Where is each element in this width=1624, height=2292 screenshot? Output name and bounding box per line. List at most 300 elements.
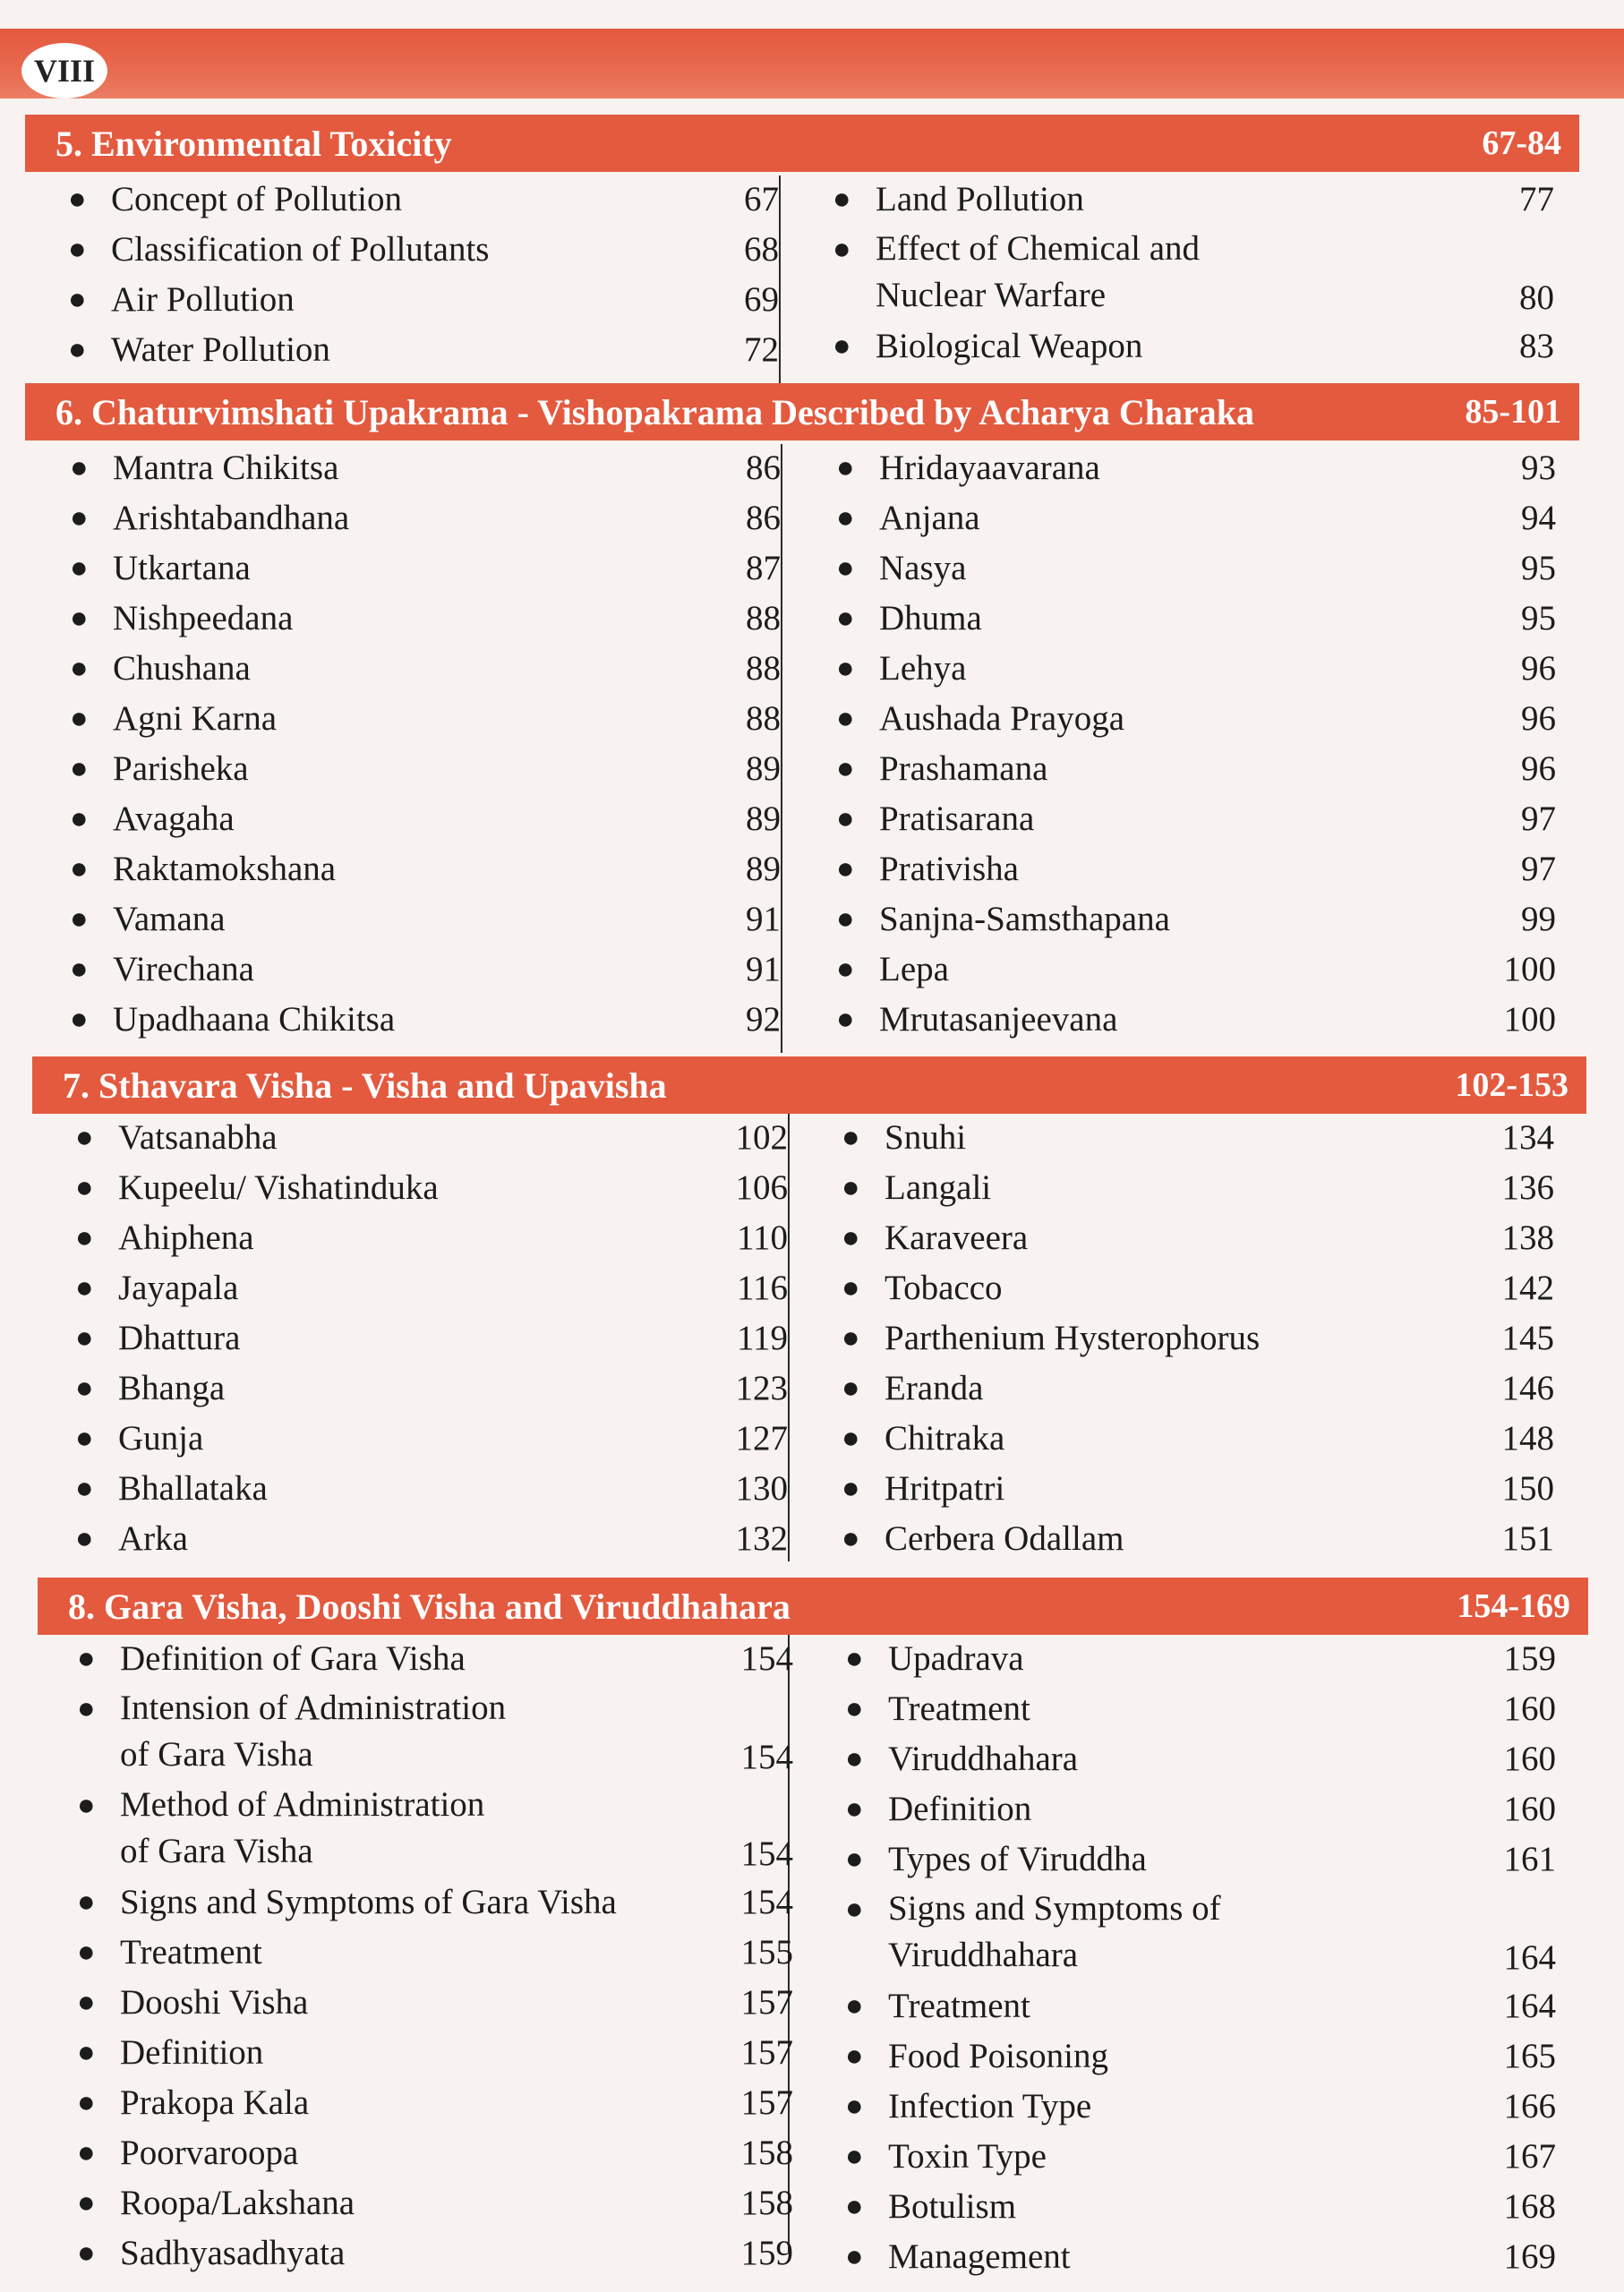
- toc-entry[interactable]: [845, 2183, 1556, 2231]
- toc-entry[interactable]: [833, 175, 1554, 224]
- toc-entry[interactable]: [75, 1314, 788, 1363]
- bullet-icon: ●: [836, 852, 855, 885]
- bullet-icon: ●: [77, 2136, 96, 2169]
- toc-entry-page: 154: [740, 1834, 793, 1873]
- toc-entry[interactable]: [842, 1264, 1554, 1313]
- toc-entry-page: 157: [740, 2083, 793, 2122]
- toc-entry-title: Chitraka: [885, 1419, 1005, 1458]
- toc-entry[interactable]: [68, 226, 779, 274]
- toc-entry-title: Dhattura: [118, 1319, 241, 1357]
- toc-entry-page: 110: [736, 1219, 788, 1257]
- toc-entry[interactable]: [75, 1214, 788, 1262]
- toc-entry[interactable]: [842, 1515, 1554, 1563]
- section-title: 5. Environmental Toxicity: [56, 123, 452, 164]
- toc-entry[interactable]: [70, 795, 781, 843]
- bullet-icon: ●: [70, 501, 89, 535]
- section-body: [25, 444, 1579, 1053]
- bullet-icon: ●: [842, 1171, 860, 1204]
- toc-entry-title: Prakopa Kala: [120, 2083, 310, 2122]
- toc-entry-title: Anjana: [879, 499, 980, 537]
- bullet-icon: ●: [842, 1221, 860, 1254]
- bullet-icon: ●: [70, 752, 89, 785]
- toc-entry[interactable]: [77, 1929, 793, 1977]
- toc-entry-page: 99: [1521, 900, 1556, 938]
- bullet-icon: ●: [836, 501, 855, 535]
- bullet-icon: ●: [842, 1121, 860, 1154]
- toc-entry-page: 165: [1503, 2037, 1556, 2075]
- toc-entry-title: Utkartana: [113, 549, 251, 587]
- toc-entry[interactable]: [70, 695, 781, 743]
- section-page-range: 85-101: [1465, 393, 1561, 431]
- toc-entry-page: 100: [1503, 950, 1556, 988]
- toc-entry-page: 164: [1503, 1987, 1556, 2025]
- toc-entry-page: 155: [740, 1933, 793, 1971]
- toc-entry[interactable]: [75, 1264, 788, 1313]
- bullet-icon: ●: [845, 1843, 864, 1876]
- toc-entry-page: 72: [744, 330, 779, 369]
- bullet-icon: ●: [70, 1003, 89, 1036]
- bullet-icon: ●: [845, 1742, 864, 1775]
- bullet-icon: ●: [836, 652, 855, 685]
- toc-entry-title: Aushada Prayoga: [879, 699, 1125, 738]
- toc-entry-title: Avagaha: [113, 800, 235, 838]
- toc-entry-title: Definition: [120, 2033, 264, 2072]
- bullet-icon: ●: [77, 2036, 96, 2069]
- toc-entry-page: 116: [736, 1269, 788, 1307]
- section-title: 6. Chaturvimshati Upakrama - Vishopakrama Described by Acharya Charaka: [56, 391, 1254, 432]
- bullet-icon: ●: [75, 1171, 94, 1204]
- toc-entry-page: 89: [746, 749, 781, 788]
- section-page-range: 154-169: [1457, 1587, 1570, 1625]
- toc-entry[interactable]: [70, 544, 781, 593]
- toc-entry[interactable]: [836, 845, 1556, 894]
- toc-entry-title: Treatment: [888, 1987, 1030, 2025]
- toc-entry-title: Jayapala: [118, 1269, 239, 1307]
- toc-entry[interactable]: [70, 845, 781, 894]
- toc-entry-page: 167: [1503, 2137, 1556, 2176]
- toc-entry-title: Method of Administration of Gara Visha: [120, 1785, 485, 1870]
- toc-entry[interactable]: [845, 1886, 1556, 1982]
- toc-entry-page: 166: [1503, 2087, 1556, 2125]
- toc-entry-title: Upadhaana Chikitsa: [113, 1000, 396, 1039]
- toc-entry-page: 145: [1501, 1319, 1554, 1357]
- toc-entry-page: 77: [1519, 180, 1554, 218]
- toc-entry-page: 159: [1503, 1639, 1556, 1678]
- toc-entry-title: Snuhi: [885, 1118, 967, 1157]
- toc-entry[interactable]: [68, 276, 779, 324]
- toc-entry[interactable]: [70, 494, 781, 543]
- column-divider: [781, 444, 782, 1053]
- toc-entry-title: Hridayaavarana: [879, 449, 1100, 487]
- toc-entry-title: Vatsanabha: [118, 1118, 278, 1157]
- bullet-icon: ●: [68, 183, 87, 216]
- bullet-icon: ●: [836, 902, 855, 936]
- toc-entry[interactable]: [70, 895, 781, 944]
- toc-entry[interactable]: [836, 494, 1556, 543]
- toc-entry[interactable]: [75, 1415, 788, 1463]
- toc-entry-title: Nishpeedana: [113, 599, 294, 637]
- bullet-icon: ●: [77, 1789, 96, 1822]
- toc-entry-page: 151: [1501, 1519, 1554, 1558]
- toc-entry-title: Prativisha: [879, 850, 1019, 888]
- toc-entry-title: Viruddhahara: [888, 1740, 1079, 1778]
- bullet-icon: ●: [75, 1221, 94, 1254]
- toc-entry-page: 89: [746, 800, 781, 838]
- toc-entry-title: Types of Viruddha: [888, 1840, 1147, 1878]
- toc-entry-title: Langali: [885, 1168, 992, 1207]
- section-header: [25, 115, 1579, 172]
- toc-entry[interactable]: [845, 2133, 1556, 2181]
- toc-entry-title: Effect of Chemical and Nuclear Warfare: [876, 229, 1201, 314]
- bullet-icon: ●: [75, 1522, 94, 1555]
- toc-entry-page: 157: [740, 1983, 793, 2022]
- toc-entry[interactable]: [845, 1635, 1556, 1683]
- section-page-range: 102-153: [1455, 1066, 1568, 1104]
- bullet-icon: ●: [836, 1003, 855, 1036]
- toc-entry-title: Bhanga: [118, 1369, 226, 1407]
- toc-entry-title: Chushana: [113, 649, 251, 688]
- bullet-icon: ●: [836, 802, 855, 835]
- toc-entry[interactable]: [842, 1465, 1554, 1513]
- toc-entry[interactable]: [70, 444, 781, 492]
- toc-entry[interactable]: [833, 322, 1554, 371]
- toc-entry[interactable]: [77, 1878, 793, 1927]
- bullet-icon: ●: [845, 1989, 864, 2023]
- bullet-icon: ●: [77, 2236, 96, 2270]
- section-body: [32, 1114, 1586, 1561]
- bullet-icon: ●: [833, 233, 851, 266]
- toc-entry[interactable]: [836, 645, 1556, 693]
- toc-entry-page: 158: [740, 2134, 793, 2172]
- toc-entry-title: Signs and Symptoms of Gara Visha: [120, 1883, 617, 1921]
- toc-entry-title: Mantra Chikitsa: [113, 449, 339, 487]
- bullet-icon: ●: [70, 953, 89, 986]
- toc-entry-page: 158: [740, 2184, 793, 2222]
- toc-entry-page: 146: [1501, 1369, 1554, 1407]
- toc-entry-page: 91: [746, 900, 781, 938]
- bullet-icon: ●: [77, 2086, 96, 2119]
- toc-entry-page: 96: [1521, 749, 1556, 788]
- toc-entry[interactable]: [75, 1465, 788, 1513]
- toc-entry-title: Pratisarana: [879, 800, 1035, 838]
- bullet-icon: ●: [68, 333, 87, 366]
- toc-entry-title: Toxin Type: [888, 2137, 1047, 2176]
- toc-entry[interactable]: [70, 996, 781, 1044]
- bullet-icon: ●: [842, 1321, 860, 1355]
- toc-entry-page: 106: [735, 1168, 788, 1207]
- bullet-icon: ●: [75, 1121, 94, 1154]
- toc-entry-page: 94: [1521, 499, 1556, 537]
- toc-entry-title: Air Pollution: [111, 280, 295, 319]
- toc-entry-title: Bhallataka: [118, 1469, 268, 1508]
- toc-entry[interactable]: [77, 1782, 793, 1878]
- toc-entry-page: 87: [746, 549, 781, 587]
- bullet-icon: ●: [70, 802, 89, 835]
- toc-entry-page: 96: [1521, 649, 1556, 688]
- bullet-icon: ●: [70, 702, 89, 735]
- toc-entry-title: Roopa/Lakshana: [120, 2184, 355, 2222]
- toc-entry-page: 154: [740, 1738, 793, 1776]
- toc-entry-title: Definition: [888, 1790, 1032, 1828]
- bullet-icon: ●: [75, 1321, 94, 1355]
- toc-entry-page: 161: [1503, 1840, 1556, 1878]
- toc-entry[interactable]: [845, 2233, 1556, 2281]
- toc-entry-page: 150: [1501, 1469, 1554, 1508]
- toc-entry[interactable]: [70, 594, 781, 643]
- bullet-icon: ●: [845, 1893, 864, 1926]
- bullet-icon: ●: [842, 1372, 860, 1405]
- toc-entry[interactable]: [77, 2179, 793, 2228]
- toc-entry-title: Arishtabandhana: [113, 499, 350, 537]
- toc-entry-title: Intension of Administration of Gara Visha: [120, 1689, 507, 1774]
- bullet-icon: ●: [833, 329, 851, 363]
- toc-entry-page: 159: [740, 2234, 793, 2272]
- bullet-icon: ●: [836, 552, 855, 585]
- toc-entry[interactable]: [77, 2029, 793, 2077]
- toc-entry-page: 97: [1521, 800, 1556, 838]
- toc-entry[interactable]: [77, 1685, 793, 1782]
- toc-entry-title: Ahiphena: [118, 1219, 254, 1257]
- toc-entry-page: 100: [1503, 1000, 1556, 1039]
- toc-entry-title: Biological Weapon: [876, 327, 1143, 365]
- toc-entry-page: 160: [1503, 1790, 1556, 1828]
- bullet-icon: ●: [70, 652, 89, 685]
- bullet-icon: ●: [833, 183, 851, 216]
- toc-entry-title: Dhuma: [879, 599, 982, 637]
- toc-entry-page: 160: [1503, 1689, 1556, 1728]
- toc-entry[interactable]: [842, 1314, 1554, 1363]
- toc-entry-page: 89: [746, 850, 781, 888]
- toc-entry-page: 67: [744, 180, 779, 218]
- toc-entry[interactable]: [70, 645, 781, 693]
- toc-entry-page: 154: [740, 1639, 793, 1678]
- toc-entry-title: Mrutasanjeevana: [879, 1000, 1118, 1039]
- toc-entry-title: Sanjna-Samsthapana: [879, 900, 1170, 938]
- toc-entry-page: 132: [735, 1519, 788, 1558]
- toc-entry[interactable]: [836, 996, 1556, 1044]
- toc-entry-page: 134: [1501, 1118, 1554, 1157]
- toc-entry-page: 83: [1519, 327, 1554, 365]
- toc-entry-title: Management: [888, 2237, 1071, 2276]
- toc-entry[interactable]: [842, 1214, 1554, 1262]
- bullet-icon: ●: [70, 451, 89, 484]
- toc-entry-page: 138: [1501, 1219, 1554, 1257]
- toc-entry-title: Treatment: [888, 1689, 1030, 1728]
- bullet-icon: ●: [70, 902, 89, 936]
- toc-entry[interactable]: [836, 695, 1556, 743]
- toc-entry[interactable]: [845, 1982, 1556, 2031]
- bullet-icon: ●: [845, 1692, 864, 1725]
- toc-entry-page: 95: [1521, 549, 1556, 587]
- toc-entry-title: Sadhyasadhyata: [120, 2234, 346, 2272]
- bullet-icon: ●: [845, 2090, 864, 2123]
- toc-entry-page: 80: [1519, 278, 1554, 317]
- bullet-icon: ●: [75, 1271, 94, 1304]
- column-divider: [788, 1114, 790, 1561]
- toc-entry[interactable]: [842, 1114, 1554, 1162]
- toc-entry-title: Land Pollution: [876, 180, 1084, 218]
- toc-entry-page: 91: [746, 950, 781, 988]
- column-divider: [779, 175, 781, 387]
- toc-entry[interactable]: [836, 544, 1556, 593]
- toc-entry-page: 160: [1503, 1740, 1556, 1778]
- toc-entry[interactable]: [77, 2079, 793, 2127]
- toc-entry-page: 119: [736, 1319, 788, 1357]
- toc-entry[interactable]: [77, 1979, 793, 2027]
- toc-entry[interactable]: [845, 2032, 1556, 2081]
- bullet-icon: ●: [842, 1522, 860, 1555]
- toc-entry[interactable]: [845, 1685, 1556, 1733]
- toc-entry-title: Kupeelu/ Vishatinduka: [118, 1168, 439, 1207]
- toc-entry-title: Lehya: [879, 649, 967, 688]
- section-title: 8. Gara Visha, Dooshi Visha and Viruddhahara: [68, 1586, 791, 1627]
- toc-entry-title: Nasya: [879, 549, 967, 587]
- toc-entry-title: Agni Karna: [113, 699, 278, 738]
- section-page-range: 67-84: [1482, 124, 1561, 162]
- bullet-icon: ●: [77, 1692, 96, 1725]
- bullet-icon: ●: [845, 2140, 864, 2173]
- section-header: [25, 383, 1579, 440]
- toc-entry[interactable]: [77, 2129, 793, 2177]
- toc-entry-title: Food Poisoning: [888, 2037, 1108, 2075]
- bullet-icon: ●: [845, 1792, 864, 1826]
- toc-entry-title: Gunja: [118, 1419, 204, 1458]
- toc-entry[interactable]: [75, 1515, 788, 1563]
- toc-entry-title: Cerbera Odallam: [885, 1519, 1124, 1558]
- top-banner: [0, 29, 1624, 98]
- toc-entry[interactable]: [842, 1415, 1554, 1463]
- bullet-icon: ●: [836, 953, 855, 986]
- bullet-icon: ●: [845, 2240, 864, 2273]
- bullet-icon: ●: [845, 2040, 864, 2073]
- toc-entry-title: Karaveera: [885, 1219, 1029, 1257]
- bullet-icon: ●: [77, 1936, 96, 1969]
- toc-entry[interactable]: [68, 175, 779, 224]
- toc-entry-page: 69: [744, 280, 779, 319]
- toc-entry-title: Arka: [118, 1519, 188, 1558]
- bullet-icon: ●: [75, 1372, 94, 1405]
- toc-entry-title: Treatment: [120, 1933, 262, 1971]
- section-title: 7. Sthavara Visha - Visha and Upavisha: [63, 1065, 667, 1106]
- toc-entry-title: Signs and Symptoms of Viruddhahara: [888, 1889, 1221, 1974]
- bullet-icon: ●: [68, 283, 87, 316]
- bullet-icon: ●: [836, 752, 855, 785]
- section-body: [25, 175, 1579, 387]
- toc-entry[interactable]: [77, 2229, 793, 2278]
- bullet-icon: ●: [68, 233, 87, 266]
- toc-entry[interactable]: [70, 745, 781, 793]
- toc-entry-title: Botulism: [888, 2187, 1017, 2226]
- toc-entry-page: 88: [746, 649, 781, 688]
- toc-entry[interactable]: [77, 1635, 793, 1683]
- bullet-icon: ●: [77, 1642, 96, 1675]
- toc-entry-page: 95: [1521, 599, 1556, 637]
- toc-entry[interactable]: [75, 1164, 788, 1212]
- toc-entry-page: 142: [1501, 1269, 1554, 1307]
- toc-entry[interactable]: [836, 795, 1556, 843]
- toc-entry-page: 148: [1501, 1419, 1554, 1458]
- toc-entry-title: Parthenium Hysterophorus: [885, 1319, 1261, 1357]
- bullet-icon: ●: [836, 451, 855, 484]
- toc-entry-title: Vamana: [113, 900, 226, 938]
- toc-entry-title: Lepa: [879, 950, 949, 988]
- toc-entry-page: 102: [735, 1118, 788, 1157]
- toc-entry-title: Classification of Pollutants: [111, 230, 490, 269]
- toc-entry-title: Prashamana: [879, 749, 1048, 788]
- toc-entry[interactable]: [845, 2082, 1556, 2131]
- bullet-icon: ●: [77, 2186, 96, 2219]
- toc-entry-page: 68: [744, 230, 779, 269]
- toc-entry[interactable]: [836, 895, 1556, 944]
- toc-entry-page: 168: [1503, 2187, 1556, 2226]
- toc-entry-page: 154: [740, 1883, 793, 1921]
- toc-entry[interactable]: [836, 945, 1556, 994]
- section-header: [38, 1578, 1588, 1635]
- toc-entry[interactable]: [845, 1735, 1556, 1783]
- bullet-icon: ●: [845, 2190, 864, 2223]
- toc-entry-title: Tobacco: [885, 1269, 1003, 1307]
- toc-entry[interactable]: [75, 1114, 788, 1162]
- toc-entry-title: Eranda: [885, 1369, 984, 1407]
- toc-entry[interactable]: [68, 326, 779, 374]
- page-number-badge: VIII: [21, 43, 107, 98]
- toc-entry[interactable]: [836, 594, 1556, 643]
- toc-entry[interactable]: [845, 1835, 1556, 1884]
- toc-entry[interactable]: [836, 745, 1556, 793]
- toc-entry-title: Upadrava: [888, 1639, 1024, 1678]
- bullet-icon: ●: [842, 1472, 860, 1505]
- section-header: [32, 1056, 1586, 1114]
- bullet-icon: ●: [75, 1472, 94, 1505]
- toc-entry-page: 92: [746, 1000, 781, 1039]
- toc-entry-page: 88: [746, 699, 781, 738]
- toc-entry[interactable]: [75, 1364, 788, 1413]
- toc-entry-page: 86: [746, 499, 781, 537]
- toc-entry-page: 130: [735, 1469, 788, 1508]
- bullet-icon: ●: [77, 1986, 96, 2019]
- toc-entry-title: Infection Type: [888, 2087, 1092, 2125]
- bullet-icon: ●: [836, 602, 855, 635]
- bullet-icon: ●: [75, 1422, 94, 1455]
- toc-entry-page: 164: [1503, 1938, 1556, 1977]
- section-body: [38, 1635, 1588, 2276]
- bullet-icon: ●: [70, 852, 89, 885]
- toc-entry[interactable]: [842, 1364, 1554, 1413]
- bullet-icon: ●: [845, 1642, 864, 1675]
- toc-entry[interactable]: [842, 1164, 1554, 1212]
- toc-entry[interactable]: [845, 1785, 1556, 1834]
- toc-entry-page: 127: [735, 1419, 788, 1458]
- toc-entry-title: Concept of Pollution: [111, 180, 402, 218]
- toc-entry-title: Definition of Gara Visha: [120, 1639, 466, 1678]
- toc-entry[interactable]: [833, 226, 1554, 322]
- bullet-icon: ●: [77, 1886, 96, 1919]
- bullet-icon: ●: [842, 1271, 860, 1304]
- toc-entry-page: 86: [746, 449, 781, 487]
- toc-entry-page: 157: [740, 2033, 793, 2072]
- toc-entry-page: 88: [746, 599, 781, 637]
- bullet-icon: ●: [70, 552, 89, 585]
- bullet-icon: ●: [70, 602, 89, 635]
- toc-entry-title: Dooshi Visha: [120, 1983, 309, 2022]
- toc-entry[interactable]: [836, 444, 1556, 492]
- toc-entry-title: Parisheka: [113, 749, 249, 788]
- toc-entry[interactable]: [70, 945, 781, 994]
- bullet-icon: ●: [836, 702, 855, 735]
- bullet-icon: ●: [842, 1422, 860, 1455]
- toc-entry-page: 169: [1503, 2237, 1556, 2276]
- toc-entry-title: Hritpatri: [885, 1469, 1005, 1508]
